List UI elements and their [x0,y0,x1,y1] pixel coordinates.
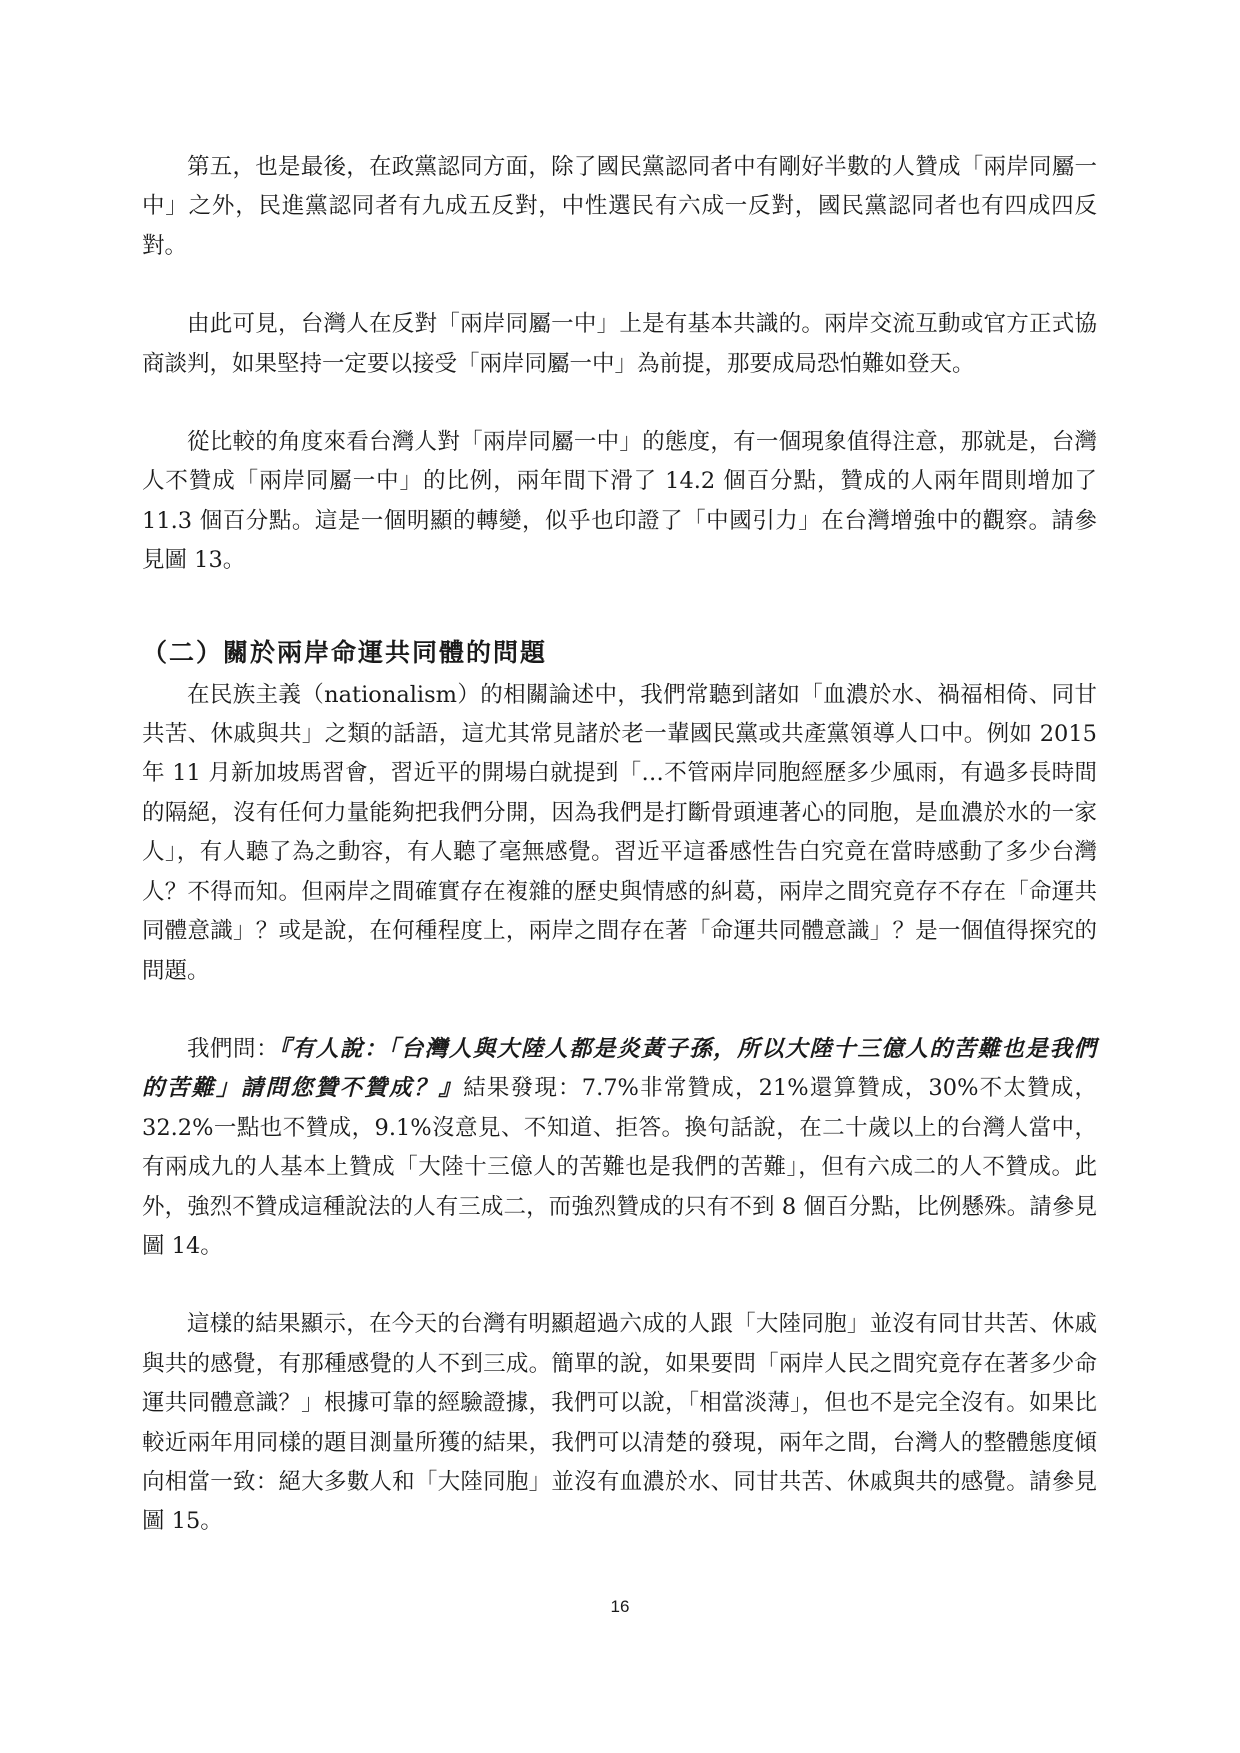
survey-question-quote: 『有人說：「台灣人與大陸人都是炎黃子孫，所以大陸十三億人的苦難也是我們的苦難」請問您贊不贊成？』 [142,1035,1097,1102]
page-number: 16 [610,1597,630,1616]
paragraph-nationalism: 在民族主義（nationalism）的相關論述中，我們常聽到諸如「血濃於水、禍福相倚、同甘共苦、休戚與共」之類的話語，這尤其常見諸於老一輩國民黨或共產黨領導人口中。例如 2015 年 11 月新加坡馬習會，習近平的開場白就提到「…不管兩岸同胞經歷多少風雨，有過多長時間的隔絕，沒有任何力量能夠把我們分開，因為我們是打斷骨頭連著心的同胞，是血濃於水的一家人」，有人聽了為之動容，有人聽了毫無感覺。習近平這番感性告白究竟在當時感動了多少台灣人？不得而知。但兩岸之間確實存在複雜的歷史與情感的糾葛，兩岸之間究竟存不存在「命運共同體意識」？或是說，在何種程度上，兩岸之間存在著「命運共同體意識」？是一個值得探究的問題。 [142,681,1097,984]
paragraph-party-identification: 第五，也是最後，在政黨認同方面，除了國民黨認同者中有剛好半數的人贊成「兩岸同屬一中」之外，民進黨認同者有九成五反對，中性選民有六成一反對，國民黨認同者也有四成四反對。 [142,154,1097,259]
paragraph-comparison: 從比較的角度來看台灣人對「兩岸同屬一中」的態度，有一個現象值得注意，那就是，台灣人不贊成「兩岸同屬一中」的比例，兩年間下滑了 14.2 個百分點，贊成的人兩年間則增加了 11.3 個百分點。這是一個明顯的轉變，似乎也印證了「中國引力」在台灣增強中的觀察。請參見圖 13。 [142,429,1097,574]
paragraph-conclusion: 這樣的結果顯示，在今天的台灣有明顯超過六成的人跟「大陸同胞」並沒有同甘共苦、休戚與共的感覺，有那種感覺的人不到三成。簡單的說，如果要問「兩岸人民之間究竟存在著多少命運共同體意識？」根據可靠的經驗證據，我們可以說，「相當淡薄」，但也不是完全沒有。如果比較近兩年用同樣的題目測量所獲的結果，我們可以清楚的發現，兩年之間，台灣人的整體態度傾向相當一致：絕大多數人和「大陸同胞」並沒有血濃於水、同甘共苦、休戚與共的感覺。請參見圖 15。 [142,1311,1097,1535]
paragraph-consensus: 由此可見，台灣人在反對「兩岸同屬一中」上是有基本共識的。兩岸交流互動或官方正式協商談判，如果堅持一定要以接受「兩岸同屬一中」為前提，那要成局恐怕難如登天。 [142,311,1097,377]
survey-results-text: 結果發現：7.7%非常贊成，21%還算贊成，30%不太贊成，32.2%一點也不贊成，9.1%沒意見、不知道、拒答。換句話說，在二十歲以上的台灣人當中，有兩成九的人基本上贊成「大陸十三億人的苦難也是我們的苦難」，但有六成二的人不贊成。此外，強烈不贊成這種說法的人有三成二，而強烈贊成的只有不到 8 個百分點，比例懸殊。請參見圖 14。 [142,1075,1097,1259]
section-heading: （二）關於兩岸命運共同體的問題 [142,637,548,667]
paragraph-survey-question [142,1030,1097,1266]
document-body [142,148,1097,1542]
survey-lead-text: 我們問： [187,1035,280,1062]
